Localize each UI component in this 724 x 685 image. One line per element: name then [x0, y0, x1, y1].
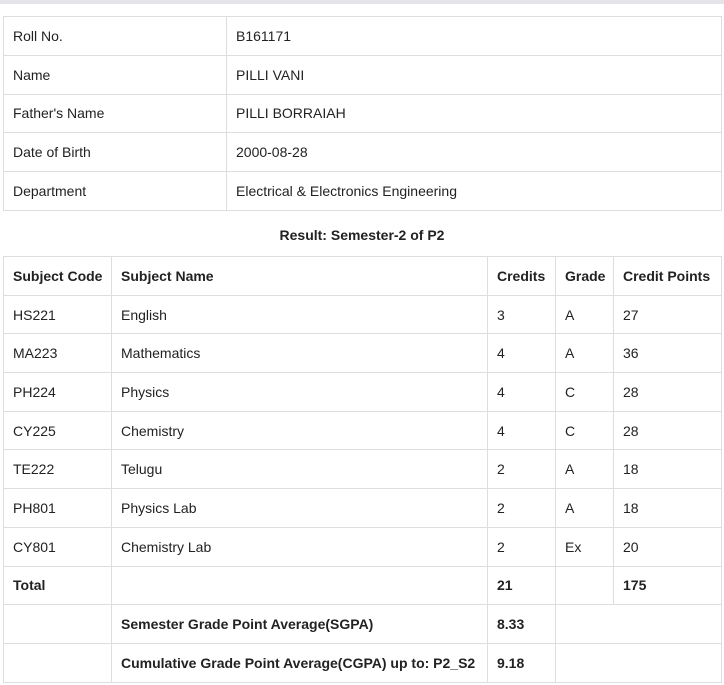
table-row: [4, 450, 722, 489]
subject-name: English: [112, 295, 488, 334]
sgpa-row: [4, 605, 722, 644]
subject-code: CY225: [4, 411, 112, 450]
dept-label: Department: [4, 172, 227, 211]
cgpa-row: [4, 643, 722, 682]
credits: 4: [488, 411, 556, 450]
table-row: [4, 489, 722, 528]
results-header-row: [4, 257, 722, 296]
credit-points: 28: [614, 411, 722, 450]
cgpa-value: 9.18: [488, 643, 556, 682]
sgpa-empty-code: [4, 605, 112, 644]
table-row: [4, 295, 722, 334]
credit-points: 18: [614, 450, 722, 489]
roll-label: Roll No.: [4, 17, 227, 56]
credits: 2: [488, 450, 556, 489]
father-value: PILLI BORRAIAH: [227, 94, 722, 133]
info-row-name: [4, 55, 722, 94]
credits: 2: [488, 527, 556, 566]
grade: A: [556, 489, 614, 528]
grade: Ex: [556, 527, 614, 566]
table-row: [4, 411, 722, 450]
cgpa-empty-code: [4, 643, 112, 682]
total-label: Total: [4, 566, 112, 605]
subject-code: PH801: [4, 489, 112, 528]
table-row: [4, 334, 722, 373]
credit-points: 27: [614, 295, 722, 334]
info-row-dept: [4, 172, 722, 211]
credits: 2: [488, 489, 556, 528]
credits: 4: [488, 373, 556, 412]
grade: A: [556, 450, 614, 489]
name-label: Name: [4, 55, 227, 94]
subject-code: CY801: [4, 527, 112, 566]
subject-name: Chemistry Lab: [112, 527, 488, 566]
roll-value: B161171: [227, 17, 722, 56]
info-row-roll: [4, 17, 722, 56]
cgpa-label: Cumulative Grade Point Average(CGPA) up to: P2_S2: [112, 643, 488, 682]
top-divider: [0, 0, 724, 4]
father-label: Father's Name: [4, 94, 227, 133]
subject-name: Mathematics: [112, 334, 488, 373]
credit-points: 18: [614, 489, 722, 528]
total-empty-name: [112, 566, 488, 605]
info-row-dob: [4, 133, 722, 172]
dob-value: 2000-08-28: [227, 133, 722, 172]
subject-name: Physics: [112, 373, 488, 412]
sgpa-value: 8.33: [488, 605, 556, 644]
subject-name: Chemistry: [112, 411, 488, 450]
subject-code: PH224: [4, 373, 112, 412]
header-subject-name: Subject Name: [112, 257, 488, 296]
name-value: PILLI VANI: [227, 55, 722, 94]
student-info-table: [3, 16, 722, 211]
subject-name: Telugu: [112, 450, 488, 489]
credits: 3: [488, 295, 556, 334]
grade: C: [556, 373, 614, 412]
total-row: [4, 566, 722, 605]
result-title: Result: Semester-2 of P2: [279, 227, 445, 243]
total-credits: 21: [488, 566, 556, 605]
subject-code: HS221: [4, 295, 112, 334]
subject-code: MA223: [4, 334, 112, 373]
subject-name: Physics Lab: [112, 489, 488, 528]
grade: A: [556, 334, 614, 373]
cgpa-empty: [556, 643, 722, 682]
dob-label: Date of Birth: [4, 133, 227, 172]
info-row-father: [4, 94, 722, 133]
total-empty-grade: [556, 566, 614, 605]
header-grade: Grade: [556, 257, 614, 296]
header-credit-points: Credit Points: [614, 257, 722, 296]
grade: A: [556, 295, 614, 334]
header-subject-code: Subject Code: [4, 257, 112, 296]
header-credits: Credits: [488, 257, 556, 296]
subject-code: TE222: [4, 450, 112, 489]
results-table: [3, 256, 722, 683]
table-row: [4, 527, 722, 566]
sgpa-label: Semester Grade Point Average(SGPA): [112, 605, 488, 644]
credits: 4: [488, 334, 556, 373]
credit-points: 36: [614, 334, 722, 373]
credit-points: 20: [614, 527, 722, 566]
total-credit-points: 175: [614, 566, 722, 605]
grade: C: [556, 411, 614, 450]
dept-value: Electrical & Electronics Engineering: [227, 172, 722, 211]
table-row: [4, 373, 722, 412]
sgpa-empty: [556, 605, 722, 644]
credit-points: 28: [614, 373, 722, 412]
